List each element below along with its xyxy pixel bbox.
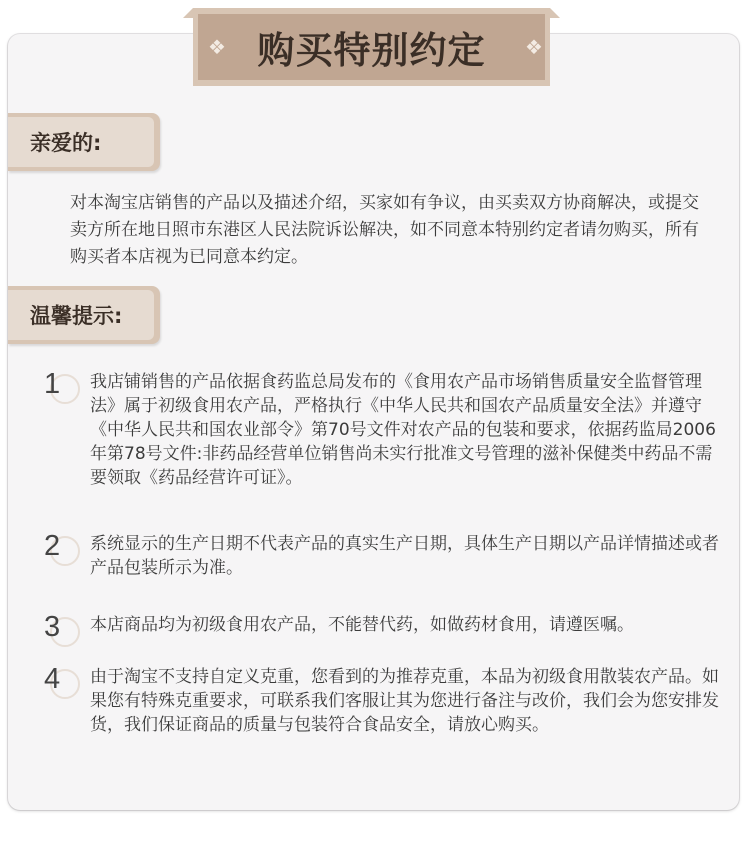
number-badge	[44, 532, 82, 570]
tip-number: 4	[44, 663, 61, 695]
diamond-ornament-icon: ❖	[525, 35, 543, 59]
tip-number: 2	[44, 530, 61, 562]
number-badge	[44, 665, 82, 703]
agreement-paragraph: 对本淘宝店销售的产品以及描述介绍，买家如有争议，由买卖双方协商解决，或提交卖方所在地日照市东港区人民法院诉讼解决，如不同意本特别约定者请勿购买，所有购买者本店视为已同意本约定。	[70, 193, 699, 267]
tip-text: 系统显示的生产日期不代表产品的真实生产日期，具体生产日期以产品详情描述或者产品包装所示为准。	[90, 534, 719, 578]
diamond-ornament-icon: ❖	[208, 35, 226, 59]
section-tag-dear	[8, 113, 160, 171]
section-heading: 亲爱的:	[30, 131, 102, 155]
tip-text: 由于淘宝不支持自定义克重，您看到的为推荐克重，本品为初级食用散装农产品。如果您有特殊克重要求，可联系我们客服让其为您进行备注与改价，我们会为您安排发货，我们保证商品的质量与包装符合食品安全，请放心购买。	[90, 667, 719, 735]
title-banner-inner	[198, 14, 545, 80]
number-badge	[44, 613, 82, 651]
section-heading: 温馨提示:	[30, 304, 123, 328]
page-title: 购买特别约定	[257, 29, 486, 72]
tip-text: 本店商品均为初级食用农产品，不能替代药，如做药材食用，请遵医嘱。	[90, 615, 634, 635]
tip-number: 1	[44, 368, 61, 400]
banner-fold-right	[550, 8, 560, 18]
tip-number: 3	[44, 611, 61, 643]
section-tag-tips	[8, 286, 160, 344]
banner-fold-left	[183, 8, 193, 18]
tip-text: 我店铺销售的产品依据食药监总局发布的《食用农产品市场销售质量安全监督管理法》属于初级食用农产品，严格执行《中华人民共和国农产品质量安全法》并遵守《中华人民共和国农业部令》第70号文件对农产品的包装和要求，依据药监局2006年第78号文件:非药品经营单位销售尚未实行批准文号管理的滋补保健类中药品不需要领取《药品经营许可证》。	[90, 372, 716, 488]
number-badge	[44, 370, 82, 408]
